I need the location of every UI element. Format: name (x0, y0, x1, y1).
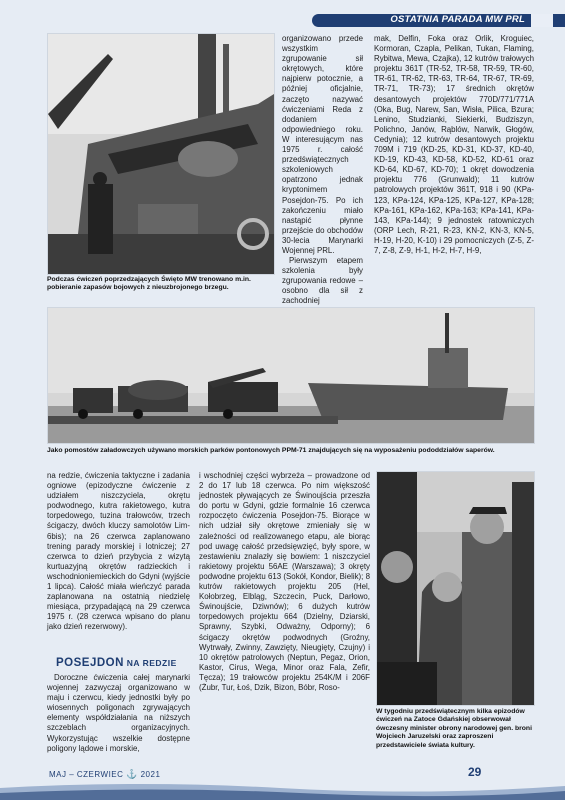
column-top-middle (282, 34, 363, 307)
footer-issue-months: MAJ – CZERWIEC (49, 770, 124, 779)
paragraph: mak, Delfin, Foka oraz Orlik, Kroguiec, Kormoran, Czapla, Pelikan, Tukan, Flaming, Rybitwa, Mewa, Czajka), 12 kutrów trałowych projektu 361T (TR-52, TR-58, TR-59, TR-60, TR-61, TR-62, TR-63, TR-64, TR-67, TR-69, TR-71, TR-73); 17 średnich okrętów desantowych projektów 770D/771/771A (Oka, Bug, Narew, San, Wisła, Pilica, Bzura; Lenino, Studzianki, Siekierki, Budziszyn, Polichno, Janów, Rąblów, Narwik, Głogów, Cedynia); 12 kutrów desantowych projektu 709M i 719 (KD-25, KD-31, KD-37, KD-40, KD-19, KD-43, KD-58, KD-52, KD-61 oraz KD-64, KD-67, KD-70); 1 okręt dowodzenia projektu 776 (Grunwald); 11 kutrów patrolowych projektów 361T, 918 i 90 (KPa-123, KPa-124, KPa-125, KPa-127, KPa-128; KPa-161, KPa-162, KPa-163; KPa-141, KPa-143, KPa-144); 9 jednostek ratowniczych (ORP Lech, R-21, R-23, KN-2, KN-3, KN-5, H-19, H-20, K-10) i 29 pomocniczych (Z-5, Z-7, Z-8, Z-9, H-1, H-2, H-7, H-9, (374, 34, 534, 255)
column-bottom-middle (199, 471, 370, 693)
footer-wave-decoration (0, 780, 565, 800)
section-heading-main: POSEJDON (56, 657, 124, 669)
column-bottom-left (47, 471, 190, 633)
landing-ship-illustration (48, 308, 534, 443)
section-heading-sub: NA REDZIE (123, 658, 177, 668)
page-number: 29 (468, 765, 482, 779)
paragraph: Doroczne ćwiczenia całej marynarki wojennej zazwyczaj organizowano w maju i czerwcu, kiedy jednostki były po wiosennych poligonach zgrywających elementy współdziałania na niższych szczeblach organizacyjnych. Wykorzystując wszelkie dostępne poligony lądowe i morskie, (47, 673, 190, 753)
paragraph: na redzie, ćwiczenia taktyczne i zadania ogniowe (epizodyczne ćwiczenie z udziałem niszczyciela, okrętu podwodnego, kutra rakietowego, kutra torpedowego, tuzina trałowców, trzech ścigaczy, dwóch kluczy samolotów Lim-6bis); na 26 czerwca zaplanowano trening parady morskiej i lotniczej; 27 czerwca to dzień przybycia z wizytą kurtuazyjną okrętów radzieckich i wschodnioniemieckich do Gdyni (wyjście 1 lipca). Całość miała wieńczyć parada zaplanowana na ostatnią niedzielę miesiąca, przypadającą na 29 czerwca 1975 r. (28 czerwca wpisano do planu jako dzień rezerwowy). (47, 471, 190, 632)
photo3-caption: W tygodniu przedświątecznym kilka epizodów ćwiczeń na Zatoce Gdańskiej obserwował ówczesny minister obrony narodowej gen. broni Wojciech Jaruzelski oraz zaproszeni przedstawiciele świata kultury. (376, 708, 532, 749)
footer-issue (49, 769, 160, 780)
section-heading (56, 657, 177, 669)
column-bottom-left-cont (47, 673, 190, 754)
photo-officials (376, 471, 535, 706)
paragraph: Pierwszym etapem szkolenia były zgrupowania redowe – osobno dla sił z zachodniej (282, 256, 363, 306)
anchor-icon: ⚓ (126, 769, 138, 779)
photo-landing-ship (47, 307, 535, 444)
page-header (0, 6, 565, 28)
officials-illustration (377, 472, 534, 705)
header-accent (531, 14, 553, 27)
footer-issue-year: 2021 (140, 770, 161, 779)
column-top-right (374, 34, 534, 256)
photo1-caption: Podczas ćwiczeń poprzedzających Święto MW trenowano m.in. pobieranie zapasów bojowych z nieuzbrojonego brzegu. (47, 276, 251, 292)
running-title: OSTATNIA PARADA MW PRL (390, 14, 525, 25)
paragraph: organizowano przede wszystkim zgrupowanie sił okrętowych, które najpierw potocznie, a później oficjalnie, zaczęto nazywać ćwiczeniami Reda z dodaniem odpowiedniego roku. W interesującym nas 1975 r. całość przedświątecznych szkoleniowych opatrzono jednak kryptonimem Posejdon-75. Po ich zakończeniu miało nastąpić płynne przejście do obchodów 30-lecia Marynarki Wojennej PRL. (282, 34, 363, 255)
photo2-caption: Jako pomostów załadowczych używano morskich parków pontonowych PPM-71 znajdujących się na wyposażeniu pododdziałów saperów. (47, 447, 495, 454)
paragraph: i wschodniej części wybrzeża – prowadzone od 2 do 17 lub 18 czerwca. Po nim większość jednostek pływających ze Świnoujścia przeszła do portu w Gdyni, gdzie formalnie 16 czerwca rozpoczęto ćwiczenia Posejdon-75. Biorące w nich udział siły okrętowe zmieniały się w zależności od realizowanego etapu, ale biorąc pod uwagę całość przedsięwzięć, były spore, w zestawieniu znalazły się bowiem: 1 niszczyciel rakietowy projektu 56AE (Warszawa); 3 okręty podwodne projektu 613 (Sokół, Kondor, Bielik); 8 kutrów rakietowych projektu 205 (Hel, Kołobrzeg, Elbląg, Szczecin, Puck, Darłowo, Świnoujście, Dziwnów); 6 dużych kutrów torpedowych projektu 664 (Dzielny, Dziarski, Sprawny, Szybki, Odważny, Odporny); 6 ścigaczy okrętów podwodnych (Groźny, Wytrwały, Zwinny, Zawzięty, Nieugięty, Czujny) i 10 okrętów patrolowych (Neptun, Pegaz, Orion, Kastor, Cirus, Wega, Minor oraz Fala, Zefir, Tęcza); 19 trałowców projektu 254K/M i 206F (Żubr, Tur, Łoś, Dzik, Bizon, Bóbr, Roso- (199, 471, 370, 692)
ship-deck-illustration (48, 34, 274, 274)
photo-ship-deck (47, 33, 275, 275)
